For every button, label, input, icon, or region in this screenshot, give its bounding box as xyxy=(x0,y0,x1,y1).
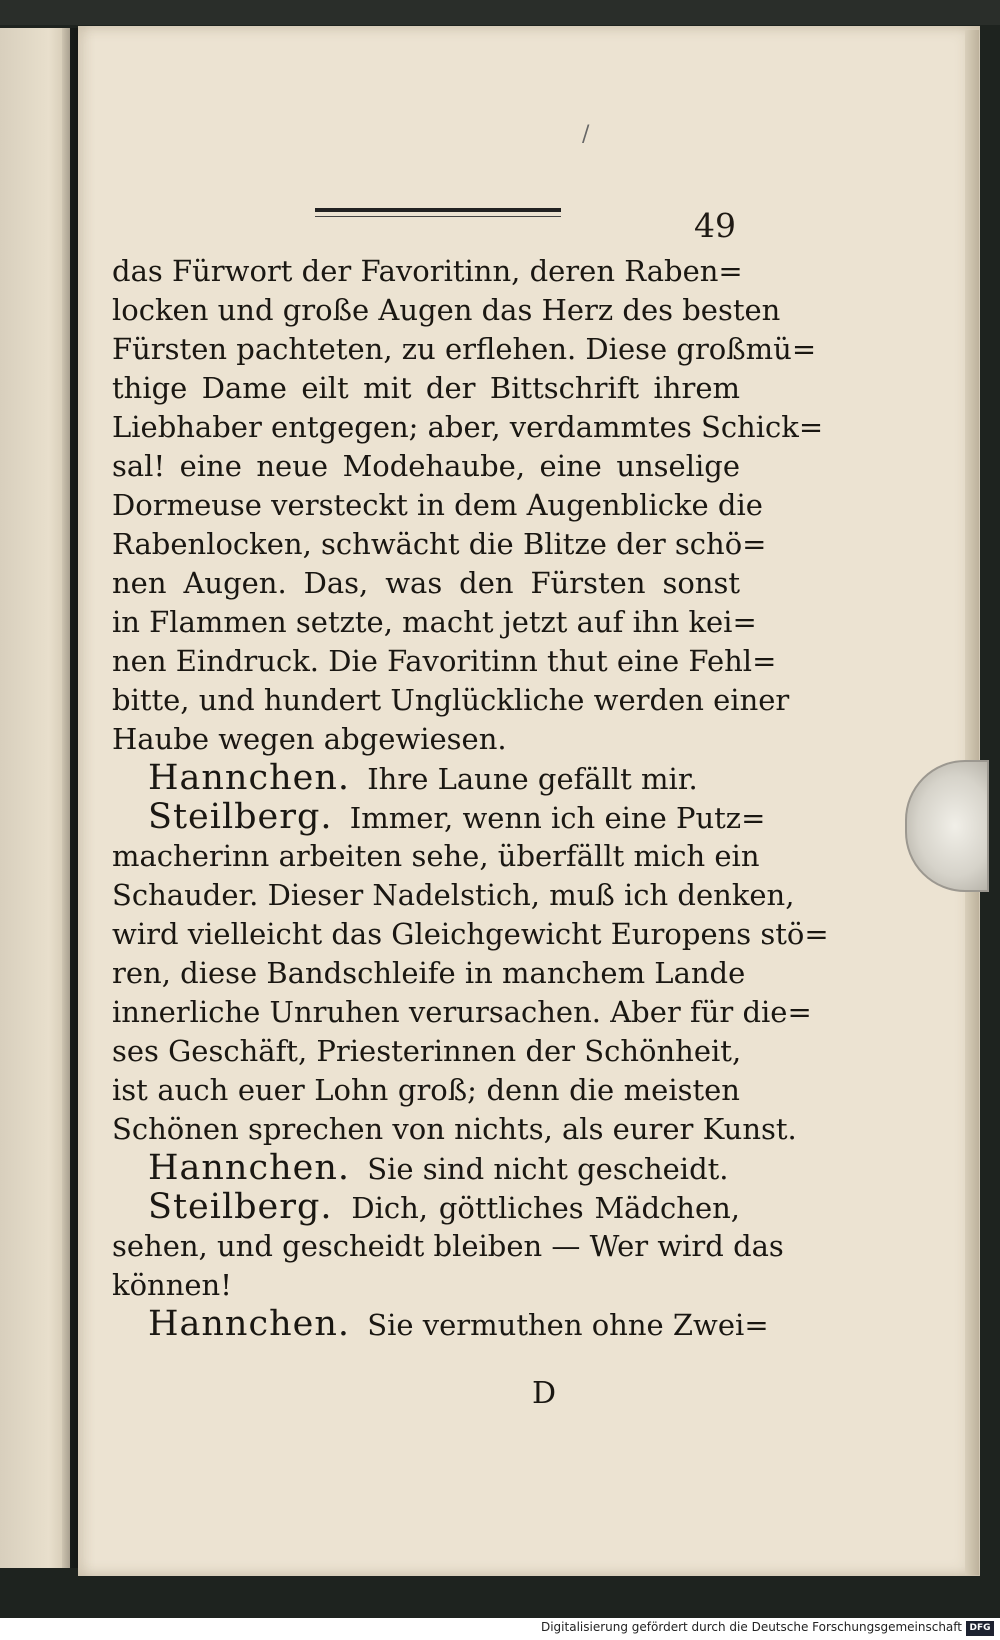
speaker-name: Hannchen. xyxy=(148,1304,350,1344)
text-line: nen Augen. Das, was den Fürsten sonst xyxy=(112,566,740,600)
pencil-mark: / xyxy=(582,122,590,147)
text-line: das Fürwort der Favoritinn, deren Raben= xyxy=(112,254,743,288)
text-line: nen Eindruck. Die Favoritinn thut eine Fehl= xyxy=(112,644,777,678)
text-line: ren, diese Bandschleife in manchem Lande xyxy=(112,956,746,990)
funding-credit: Digitalisierung gefördert durch die Deutsche Forschungsgemeinschaft xyxy=(540,1620,962,1634)
text-line: sal! eine neue Modehaube, eine unselige xyxy=(112,449,740,483)
text-line: innerliche Unruhen verursachen. Aber für die= xyxy=(112,995,812,1029)
header-rule xyxy=(315,208,561,212)
dialogue-line xyxy=(112,1304,769,1344)
speech-text: Sie sind nicht gescheidt. xyxy=(367,1152,729,1186)
text-line: macherinn arbeiten sehe, überfällt mich ein xyxy=(112,839,760,873)
speaker-name: Steilberg. xyxy=(148,797,333,837)
text-line: thige Dame eilt mit der Bittschrift ihrem xyxy=(112,371,740,405)
speech-text: Immer, wenn ich eine Putz= xyxy=(349,801,766,835)
speaker-name: Hannchen. xyxy=(148,1148,350,1188)
page-number: 49 xyxy=(694,206,736,245)
text-line: locken und große Augen das Herz des besten xyxy=(112,293,781,327)
body-text xyxy=(112,252,829,1344)
header-rule-thin xyxy=(315,216,561,217)
text-line: Liebhaber entgegen; aber, verdammtes Schick= xyxy=(112,410,824,444)
text-line: Rabenlocken, schwächt die Blitze der schö= xyxy=(112,527,767,561)
speech-text: Sie vermuthen ohne Zwei= xyxy=(367,1308,769,1342)
speech-text: Ihre Laune gefällt mir. xyxy=(367,762,698,796)
text-line: können! xyxy=(112,1268,232,1302)
text-line: wird vielleicht das Gleichgewicht Europens stö= xyxy=(112,917,829,951)
text-line: Schönen sprechen von nichts, als eurer Kunst. xyxy=(112,1112,797,1146)
dialogue-line xyxy=(112,1188,740,1227)
text-line: Dormeuse versteckt in dem Augenblicke die xyxy=(112,488,763,522)
text-line: in Flammen setzte, macht jetzt auf ihn kei= xyxy=(112,605,757,639)
text-line: sehen, und gescheidt bleiben — Wer wird das xyxy=(112,1229,784,1263)
text-line: Schauder. Dieser Nadelstich, muß ich denken, xyxy=(112,878,795,912)
text-line: Fürsten pachteten, zu erflehen. Diese großmü= xyxy=(112,332,817,366)
text-line: ist auch euer Lohn groß; denn die meisten xyxy=(112,1073,740,1107)
text-line: bitte, und hundert Unglückliche werden einer xyxy=(112,683,790,717)
scan-top-border xyxy=(0,0,1000,25)
signature-mark: D xyxy=(532,1376,557,1411)
dialogue-line xyxy=(112,1149,740,1188)
speech-text: Dich, göttliches Mädchen, xyxy=(351,1191,740,1225)
dialogue-line xyxy=(112,759,740,798)
speaker-name: Hannchen. xyxy=(148,758,350,798)
speaker-name: Steilberg. xyxy=(148,1187,333,1227)
dialogue-line xyxy=(112,797,766,837)
text-line: Haube wegen abgewiesen. xyxy=(112,722,507,756)
text-line: ses Geschäft, Priesterinnen der Schönheit, xyxy=(112,1034,742,1068)
facing-page-edge xyxy=(0,28,70,1568)
dfg-logo: DFG xyxy=(966,1621,994,1636)
